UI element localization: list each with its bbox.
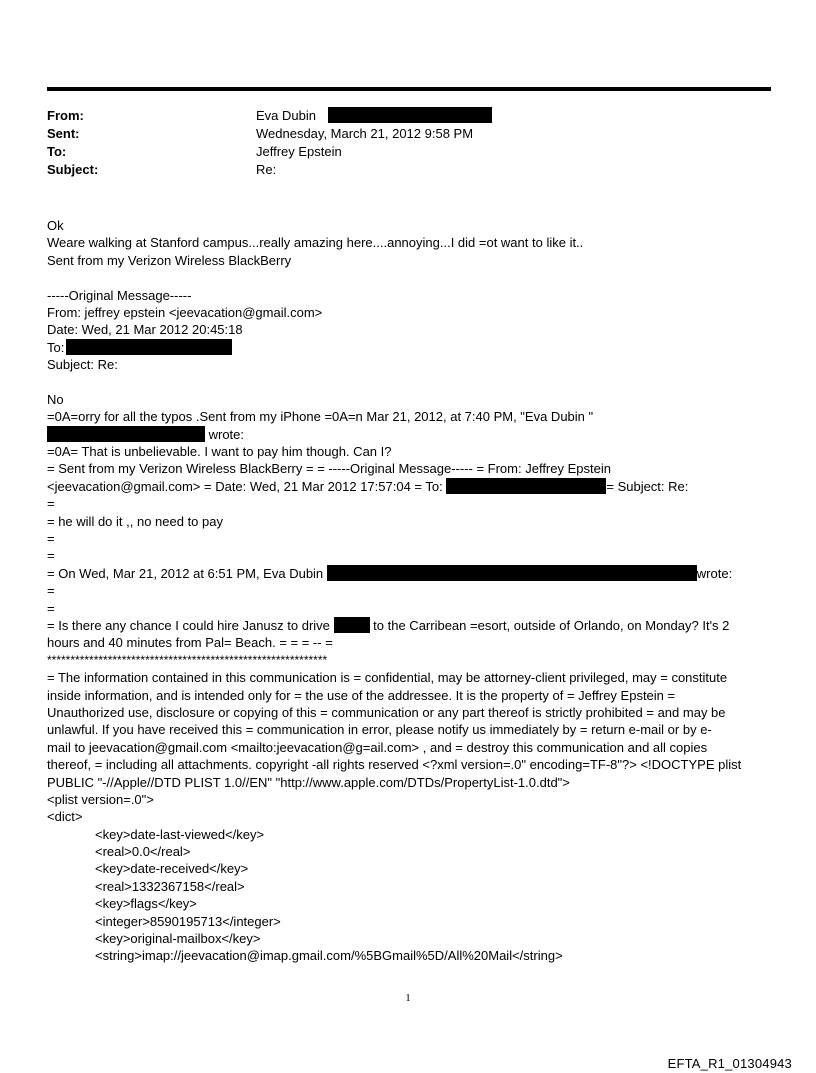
body-line: No bbox=[47, 391, 64, 407]
sent-label: Sent: bbox=[47, 126, 80, 141]
blank-line bbox=[47, 269, 771, 286]
body-line: Unauthorized use, disclosure or copying of this = communication or any part thereof is strictly prohibited = and may be bbox=[47, 704, 726, 720]
body-line bbox=[47, 478, 771, 495]
body-text: wrote: bbox=[696, 565, 733, 581]
to-label: To: bbox=[47, 144, 67, 159]
plist-line: <integer>8590195713</integer> bbox=[95, 913, 281, 929]
body-text: to the Carribean =esort, outside of Orlando, on Monday? It's 2 bbox=[373, 617, 730, 633]
page-number: 1 bbox=[405, 992, 411, 1004]
plist-line: <string>imap://jeevacation@imap.gmail.com/%5BGmail%5D/All%20Mail</string> bbox=[95, 948, 563, 964]
body-line: = bbox=[47, 600, 55, 616]
redaction-box bbox=[47, 426, 205, 442]
asterisk-divider: ************************************************************ bbox=[47, 652, 328, 667]
body-text: <jeevacation@gmail.com> = Date: Wed, 21 Mar 2012 17:57:04 = To: bbox=[47, 478, 443, 494]
plist-line: <key>original-mailbox</key> bbox=[95, 931, 261, 947]
from-name: Eva Dubin bbox=[256, 108, 316, 123]
from-row bbox=[47, 107, 767, 125]
body-text: = On Wed, Mar 21, 2012 at 6:51 PM, Eva Dubin bbox=[47, 565, 324, 581]
body-line: inside information, and is intended only for = the use of the addressee. It is the property of = Jeffrey Epstein = bbox=[47, 687, 676, 703]
body-line: Weare walking at Stanford campus...really amazing here....annoying...I did =ot want to like it.. bbox=[47, 235, 584, 251]
redaction-box bbox=[66, 339, 232, 355]
body-line bbox=[47, 426, 771, 443]
body-text: = Subject: Re: bbox=[606, 478, 689, 494]
body-line: = bbox=[47, 496, 55, 512]
body-line: Date: Wed, 21 Mar 2012 20:45:18 bbox=[47, 322, 243, 338]
body-line: Subject: Re: bbox=[47, 357, 118, 373]
from-label: From: bbox=[47, 108, 84, 123]
body-line bbox=[47, 339, 771, 356]
wrote-text: wrote: bbox=[205, 426, 245, 442]
redaction-box bbox=[328, 107, 492, 123]
email-header bbox=[47, 107, 767, 179]
body-line: mail to jeevacation@gmail.com <mailto:jeevacation@g=ail.com> , and = destroy this communication and all copies bbox=[47, 739, 708, 755]
to-text: To: bbox=[47, 339, 65, 355]
sent-value: Wednesday, March 21, 2012 9:58 PM bbox=[256, 126, 474, 141]
to-row bbox=[47, 143, 767, 161]
redaction-box bbox=[327, 565, 697, 581]
body-line: = The information contained in this communication is = confidential, may be attorney-client privileged, may = constitute bbox=[47, 670, 728, 686]
body-line: From: jeffrey epstein <jeevacation@gmail.com> bbox=[47, 304, 323, 320]
body-line: hours and 40 minutes from Pal= Beach. = = = -- = bbox=[47, 635, 333, 651]
plist-line: <key>date-received</key> bbox=[95, 861, 249, 877]
body-line: Ok bbox=[47, 218, 64, 233]
body-line: = bbox=[47, 548, 55, 564]
subject-value: Re: bbox=[256, 162, 277, 177]
plist-line: <real>1332367158</real> bbox=[95, 878, 245, 894]
body-line: PUBLIC "-//Apple//DTD PLIST 1.0//EN" "http://www.apple.com/DTDs/PropertyList-1.0.dtd"> bbox=[47, 774, 570, 790]
redaction-box bbox=[446, 478, 606, 494]
subject-label: Subject: bbox=[47, 162, 99, 177]
redaction-box bbox=[334, 617, 370, 633]
body-line bbox=[47, 617, 771, 634]
body-line: = bbox=[47, 531, 55, 547]
from-value bbox=[256, 107, 492, 125]
subject-row bbox=[47, 161, 767, 179]
sent-row bbox=[47, 125, 767, 143]
blank-line bbox=[47, 374, 771, 391]
email-body bbox=[47, 217, 771, 965]
body-line: = he will do it ,, no need to pay bbox=[47, 513, 223, 529]
plist-line: <real>0.0</real> bbox=[95, 844, 191, 860]
body-line: unlawful. If you have received this = communication in error, please notify us immediately by = return e-mail or by e- bbox=[47, 722, 712, 738]
header-rule bbox=[47, 87, 771, 91]
plist-line: <key>date-last-viewed</key> bbox=[95, 826, 265, 842]
body-line: <plist version=.0"> bbox=[47, 791, 154, 807]
bates-number: EFTA_R1_01304943 bbox=[667, 1056, 792, 1071]
body-text: = Is there any chance I could hire Janusz to drive bbox=[47, 617, 330, 633]
to-value: Jeffrey Epstein bbox=[256, 144, 342, 159]
body-line: =0A= That is unbelievable. I want to pay him though. Can I? bbox=[47, 444, 392, 460]
body-line bbox=[47, 565, 771, 582]
body-line: -----Original Message----- bbox=[47, 287, 192, 303]
body-line: Sent from my Verizon Wireless BlackBerry bbox=[47, 252, 292, 268]
body-line: = bbox=[47, 583, 55, 599]
body-line: = Sent from my Verizon Wireless BlackBerry = = -----Original Message----- = From: Jeffrey Epstein bbox=[47, 461, 611, 477]
body-line: <dict> bbox=[47, 809, 83, 825]
body-line: thereof, = including all attachments. copyright -all rights reserved <?xml version=.0" encoding=TF-8"?> <!DOCTYPE plist bbox=[47, 757, 742, 773]
plist-line: <key>flags</key> bbox=[95, 896, 197, 912]
body-line: =0A=orry for all the typos .Sent from my iPhone =0A=n Mar 21, 2012, at 7:40 PM, "Eva Dubin " bbox=[47, 409, 594, 425]
